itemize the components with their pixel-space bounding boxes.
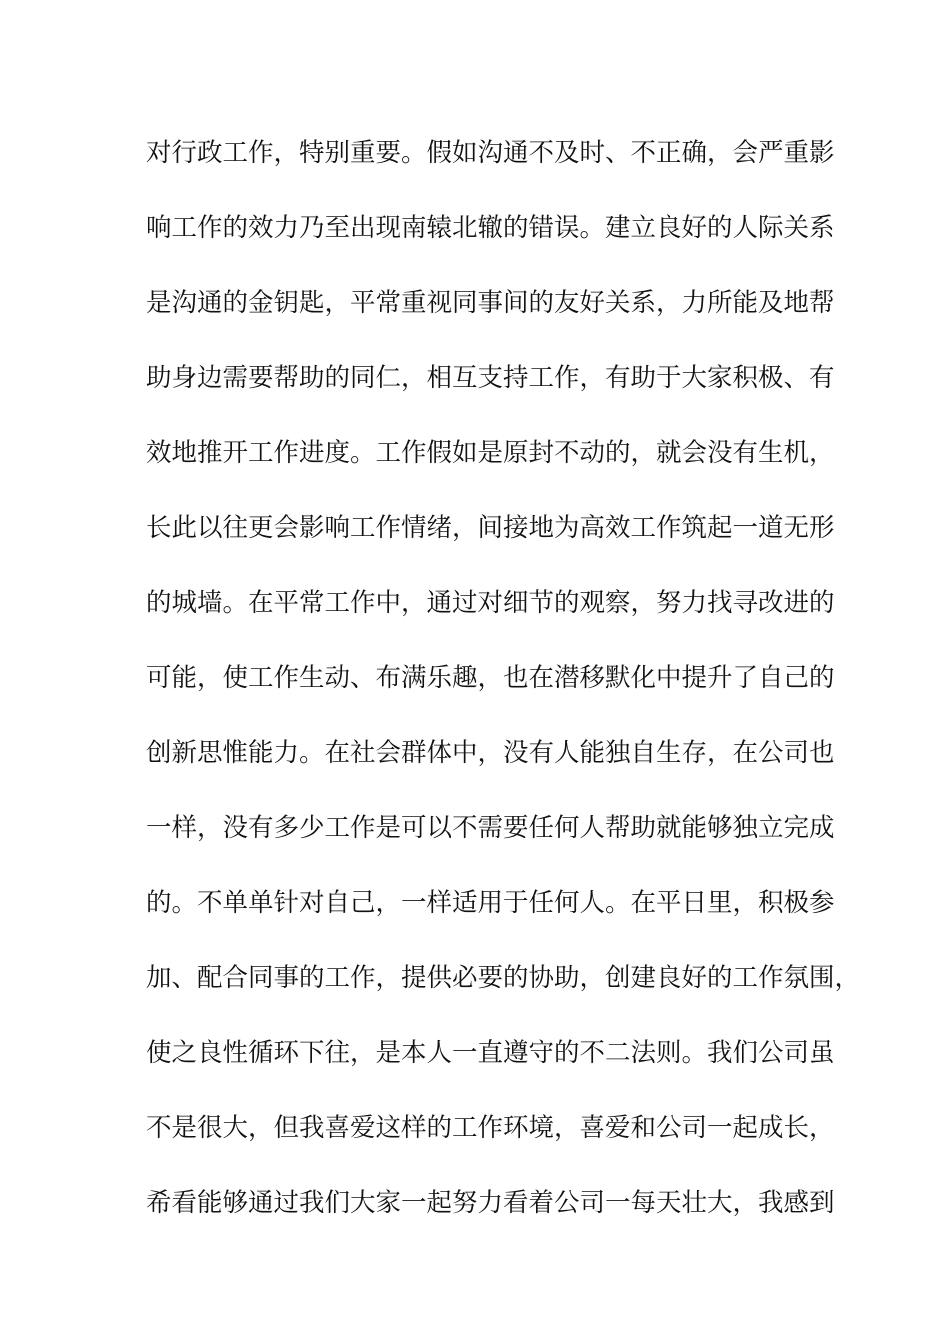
- text-line: 是沟通的金钥匙，平常重视同事间的友好关系，力所能及地帮: [146, 288, 835, 318]
- text-line: 效地推开工作进度。工作假如是原封不动的，就会没有生机，: [146, 438, 835, 468]
- text-line: 一样，没有多少工作是可以不需要任何人帮助就能够独立完成: [146, 813, 835, 843]
- body-text: [146, 128, 861, 1253]
- text-line: 的城墙。在平常工作中，通过对细节的观察，努力找寻改进的: [146, 588, 835, 618]
- text-line: 加、配合同事的工作，提供必要的协助，创建良好的工作氛围，: [146, 963, 861, 993]
- text-line: 的。不单单针对自己，一样适用于任何人。在平日里，积极参: [146, 888, 835, 918]
- text-line: 使之良性循环下往，是本人一直遵守的不二法则。我们公司虽: [146, 1038, 835, 1068]
- text-line: 长此以往更会影响工作情绪，间接地为高效工作筑起一道无形: [146, 513, 835, 543]
- text-line: 助身边需要帮助的同仁，相互支持工作，有助于大家积极、有: [146, 363, 835, 393]
- text-line: 对行政工作，特别重要。假如沟通不及时、不正确，会严重影: [146, 138, 835, 168]
- text-line: 响工作的效力乃至出现南辕北辙的错误。建立良好的人际关系: [146, 213, 835, 243]
- text-line: 创新思惟能力。在社会群体中，没有人能独自生存，在公司也: [146, 738, 835, 768]
- text-line: 希看能够通过我们大家一起努力看着公司一每天壮大，我感到: [146, 1188, 835, 1218]
- text-line: 可能，使工作生动、布满乐趣，也在潜移默化中提升了自己的: [146, 663, 835, 693]
- text-line: 不是很大，但我喜爱这样的工作环境，喜爱和公司一起成长，: [146, 1113, 835, 1143]
